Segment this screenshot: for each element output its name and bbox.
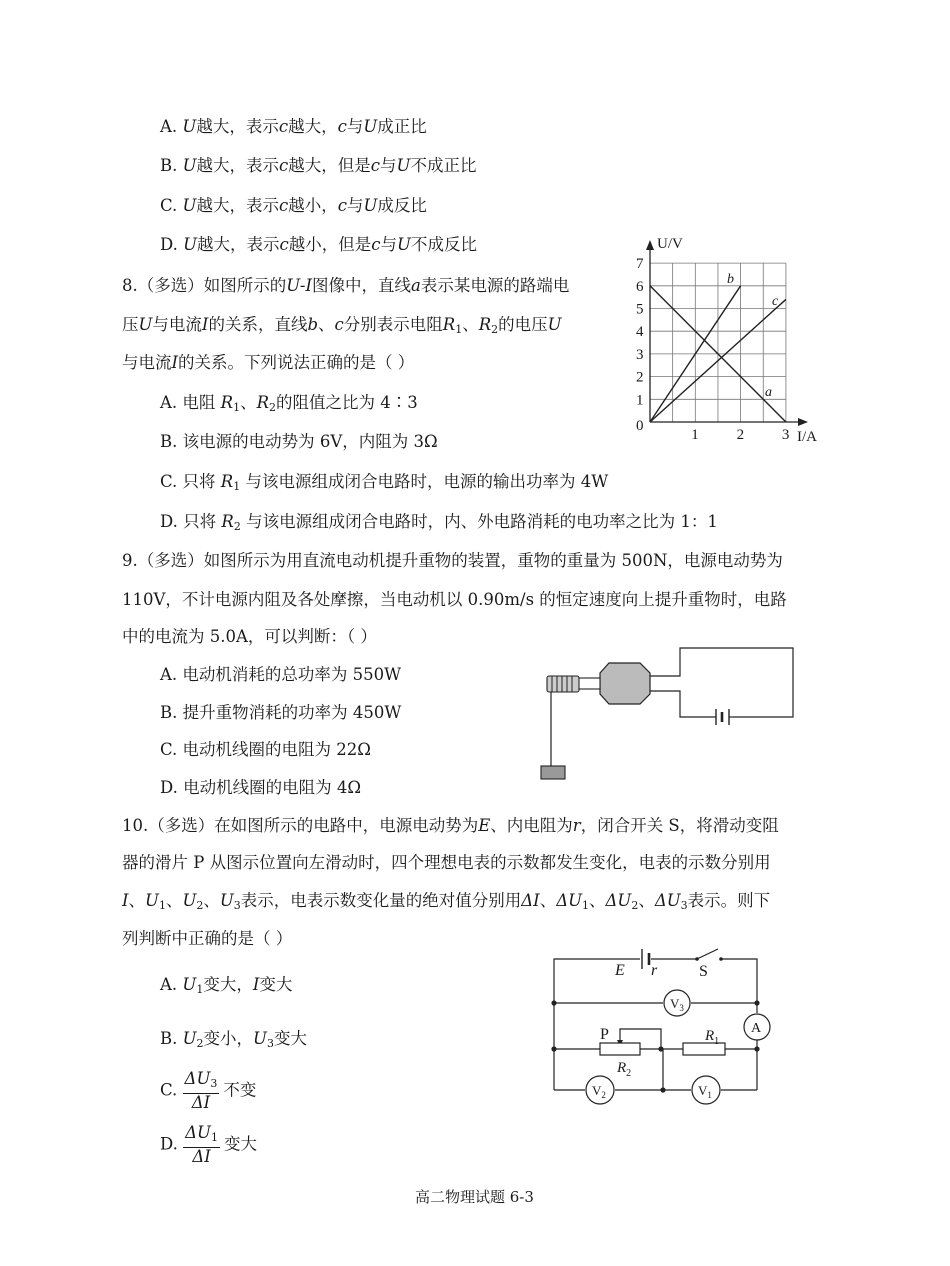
q10-option-c: C. $\frac{\Delta U_3}{\Delta I}$ 不变 — [160, 1069, 257, 1112]
q10-option-b: B. $U_2$变小，$U_3$变大 — [160, 1029, 307, 1050]
u-i-graph — [615, 228, 835, 448]
switch-blade — [697, 949, 718, 959]
q8-option-c: C. 只将 $R_1$ 与该电源组成闭合电路时，电源的输出功率为 4W — [160, 472, 609, 493]
resistor-r2 — [600, 1043, 640, 1055]
svg-text:R1: $R_1$ — [705, 1028, 720, 1047]
q9-option-d: D. 电动机线圈的电阻为 4Ω — [160, 778, 362, 797]
q8-stem-line2: 压U与电流I的关系，直线b、c分别表示电阻$R_1$、$R_2$的电压U — [122, 315, 562, 336]
y-tick-label: 7 — [636, 256, 644, 273]
svg-text:V2: $V_2$ — [592, 1083, 606, 1100]
line-b-label: b — [727, 272, 734, 287]
q7-option-a: A. U越大，表示c越大，c与U成正比 — [160, 117, 427, 136]
y-tick-label: 3 — [636, 346, 644, 363]
junction-dots — [551, 1000, 759, 1092]
page-footer: 高二物理试题 6-3 — [415, 1188, 534, 1206]
q8-option-b: B. 该电源的电动势为 6V，内阻为 3Ω — [160, 432, 438, 451]
emf-label: E — [615, 962, 625, 979]
motor-wire-bottom — [650, 691, 713, 717]
y-tick-label: 2 — [636, 369, 644, 386]
motor-lifting-diagram — [535, 640, 800, 785]
line-c-label: c — [772, 294, 779, 309]
svg-text:R2: $R_2$ — [617, 1060, 632, 1079]
q10-stem-line3: I、$U_1$、$U_2$、$U_3$表示，电表示数变化量的绝对值分别用ΔI、$\Delta U_1$、$\Delta U_2$、$\Delta U_3$表示。则下 — [122, 891, 771, 912]
x-tick-label: 1 — [691, 427, 699, 443]
q10-option-d: D. $\frac{\Delta U_1}{\Delta I}$ 变大 — [160, 1123, 257, 1166]
svg-text:V1: $V_1$ — [698, 1083, 712, 1100]
internal-resistance-label: r — [651, 962, 658, 979]
battery-symbol — [713, 709, 733, 725]
y-tick-label: 6 — [636, 278, 644, 295]
y-tick-label: 1 — [636, 392, 644, 409]
wire-right-top — [722, 959, 757, 1013]
fraction-du3-di: $\frac{\Delta U_3}{\Delta I}$ — [184, 1069, 218, 1112]
q7-option-b: B. U越大，表示c越大，但是c与U不成正比 — [160, 156, 477, 175]
slider-label: P — [600, 1026, 609, 1043]
q10-stem-line1: 10.（多选）在如图所示的电路中，电源电动势为E、内电阻为r，闭合开关 S，将滑动变阻 — [122, 816, 779, 835]
switch-contact — [695, 957, 699, 961]
weight-block — [541, 766, 565, 779]
q10-stem-line2: 器的滑片 P 从图示位置向左滑动时，四个理想电表的示数都发生变化，电表的示数分别用 — [122, 853, 771, 872]
q9-stem-line2: 110V，不计电源内阻及各处摩擦，当电动机以 0.90m/s 的恒定速度向上提升重物时，电路 — [122, 590, 787, 609]
graph-axes — [646, 240, 808, 426]
circuit-diagram — [545, 940, 775, 1110]
line-a-label: a — [765, 385, 772, 400]
q8-option-d: D. 只将 $R_2$ 与该电源组成闭合电路时，内、外电路消耗的电功率之比为 1：1 — [160, 512, 718, 533]
q8-stem-line3: 与电流I的关系。下列说法正确的是（ ） — [122, 353, 415, 372]
svg-text:V3: $V_3$ — [670, 996, 684, 1013]
y-axis-arrow — [646, 240, 654, 250]
motor-shaft — [578, 678, 600, 689]
q9-option-c: C. 电动机线圈的电阻为 22Ω — [160, 740, 371, 759]
motor-wire-top — [650, 648, 793, 717]
q8-option-a: A. 电阻 $R_1$、$R_2$的阻值之比为 4∶3 — [160, 393, 418, 414]
origin-label: 0 — [636, 418, 644, 434]
y-tick-label: 5 — [636, 301, 644, 318]
y-axis-label: U/V — [657, 236, 683, 252]
motor-body — [600, 663, 650, 704]
q9-option-b: B. 提升重物消耗的功率为 450W — [160, 703, 402, 722]
ammeter-label: A — [751, 1021, 762, 1036]
q9-option-a: A. 电动机消耗的总功率为 550W — [160, 665, 402, 684]
q9-stem-line3: 中的电流为 5.0A，可以判断：（ ） — [122, 627, 377, 646]
switch-label: S — [699, 963, 708, 980]
x-tick-label: 3 — [781, 427, 790, 443]
q8-stem-line1: 8.（多选）如图所示的U-I图像中，直线a表示某电源的路端电 — [122, 276, 570, 295]
q7-option-d: D. U越大，表示c越小，但是c与U不成反比 — [160, 235, 477, 254]
q9-stem-line1: 9.（多选）如图所示为用直流电动机提升重物的装置，重物的重量为 500N，电源电动势为 — [122, 551, 783, 570]
y-tick-label: 4 — [636, 324, 644, 341]
x-axis-label: I/A — [797, 429, 817, 445]
x-tick-label: 2 — [736, 427, 745, 443]
x-axis-arrow — [798, 418, 808, 426]
battery-symbol — [642, 949, 649, 969]
q10-option-a: A. $U_1$变大，I变大 — [160, 975, 293, 996]
q7-option-c: C. U越大，表示c越小，c与U成反比 — [160, 196, 427, 215]
q10-stem-line4: 列判断中正确的是（ ） — [122, 929, 293, 948]
fraction-du1-di: $\frac{\Delta U_1}{\Delta I}$ — [185, 1123, 218, 1166]
